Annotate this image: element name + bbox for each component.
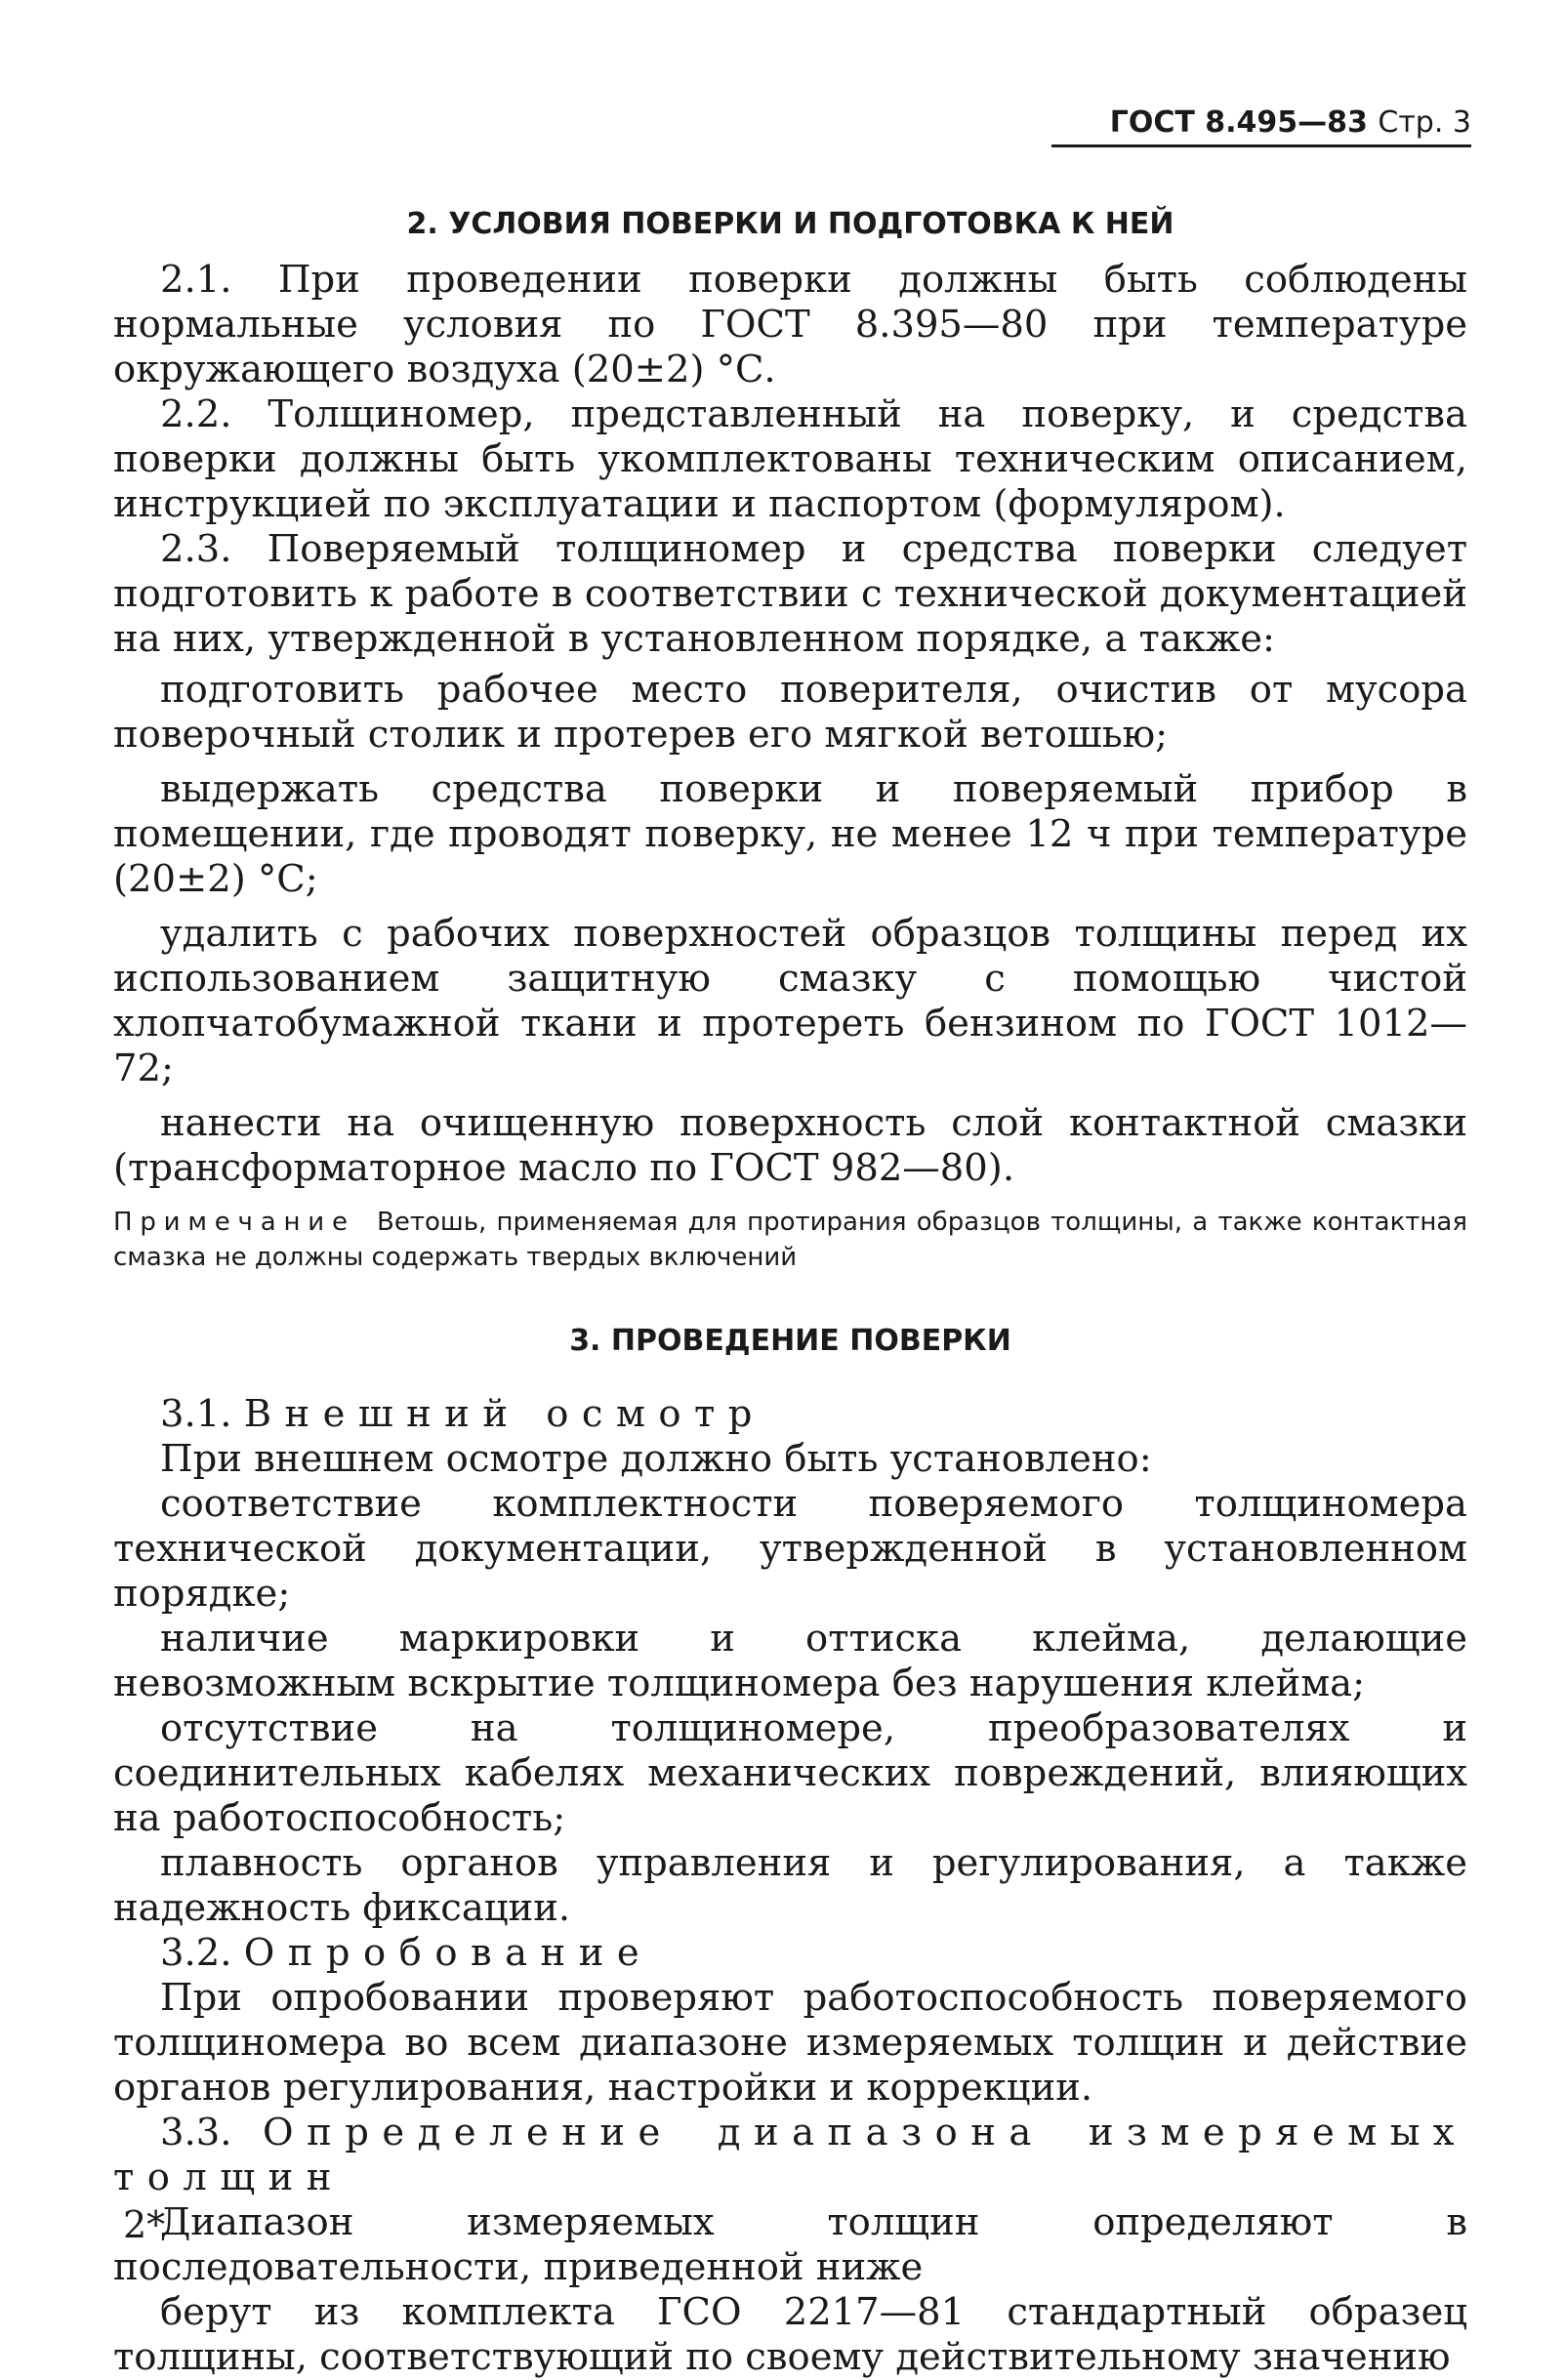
subsection-number: 3.3. (160, 2111, 232, 2154)
list-item: нанести на очищенную поверхность слой контактной смазки (трансформаторное масло по ГОСТ 982—80). (113, 1101, 1467, 1190)
note-text: Ветошь, применяемая для протирания образцов толщины, а также контактная смазка не должны содержать твердых включений (113, 1208, 1468, 1272)
paragraph: При опробовании проверяют работоспособность поверяемого толщиномера во всем диапазоне измеряемых толщин и действие органов регулирования, настройки и коррекции. (113, 1976, 1467, 2110)
paragraph: При внешнем осмотре должно быть установлено: (160, 1437, 1152, 1481)
page-footer-mark: 2* (123, 2203, 166, 2246)
list-item: соответствие комплектности поверяемого толщиномера технической документации, утвержденной в установленном порядке; (113, 1482, 1467, 1616)
paragraph: берут из комплекта ГСО 2217—81 стандартный образец толщины, соответствующий по своему действительному значению (113, 2290, 1467, 2379)
subsection-3-3-heading (113, 2111, 1467, 2200)
note-label: Примечание (113, 1208, 355, 1237)
list-item: плавность органов управления и регулирования, а также надежность фиксации. (113, 1841, 1467, 1930)
paragraph: Диапазон измеряемых толщин определяют в последовательности, приведенной ниже (113, 2200, 1467, 2289)
page-content (113, 191, 1467, 2380)
paragraph-2-2: 2.2. Толщиномер, представленный на поверку, и средства поверки должны быть укомплектованы техническим описанием, инструкцией по эксплуатации и паспортом (формуляром). (113, 392, 1467, 526)
list-item: отсутствие на толщиномере, преобразователях и соединительных кабелях механических повреждений, влияющих на работоспособность; (113, 1706, 1467, 1840)
gost-number: ГОСТ 8.495—83 (1109, 105, 1368, 140)
subsection-number: 3.1. (160, 1392, 232, 1436)
subsection-title: Опробование (243, 1931, 653, 1975)
page-header (1051, 102, 1471, 147)
list-item: удалить с рабочих поверхностей образцов толщины перед их использованием защитную смазку с помощью чистой хлопчатобумажной ткани и протереть бензином по ГОСТ 1012—72; (113, 912, 1467, 1090)
paragraph-2-1: 2.1. При проведении поверки должны быть соблюдены нормальные условия по ГОСТ 8.395—80 при температуре окружающего воздуха (20±2) °С. (113, 258, 1467, 391)
subsection-3-2-heading (113, 1931, 1467, 1976)
note (113, 1205, 1467, 1275)
page-number: Стр. 3 (1378, 105, 1471, 140)
list-item: подготовить рабочее место поверителя, очистив от мусора поверочный столик и протерев его мягкой ветошью; (113, 668, 1467, 757)
paragraph-2-3: 2.3. Поверяемый толщиномер и средства поверки следует подготовить к работе в соответствии с технической документацией на них, утвержденной в установленном порядке, а также: (113, 527, 1467, 661)
subsection-title: Внешний осмотр (243, 1392, 765, 1436)
subsection-3-1-heading (113, 1392, 1467, 1437)
subsection-number: 3.2. (160, 1931, 232, 1975)
list-item: наличие маркировки и оттиска клейма, делающие невозможным вскрытие толщиномера без нарушения клейма; (113, 1617, 1467, 1705)
section-2-title: 2. УСЛОВИЯ ПОВЕРКИ И ПОДГОТОВКА К НЕЙ (406, 207, 1174, 241)
subsection-title: Определение диапазона измеряемых толщин (113, 2111, 1467, 2199)
section-3-title: 3. ПРОВЕДЕНИЕ ПОВЕРКИ (569, 1324, 1011, 1358)
list-item: выдержать средства поверки и поверяемый прибор в помещении, где проводят поверку, не менее 12 ч при температуре (20±2) °С; (113, 767, 1467, 901)
